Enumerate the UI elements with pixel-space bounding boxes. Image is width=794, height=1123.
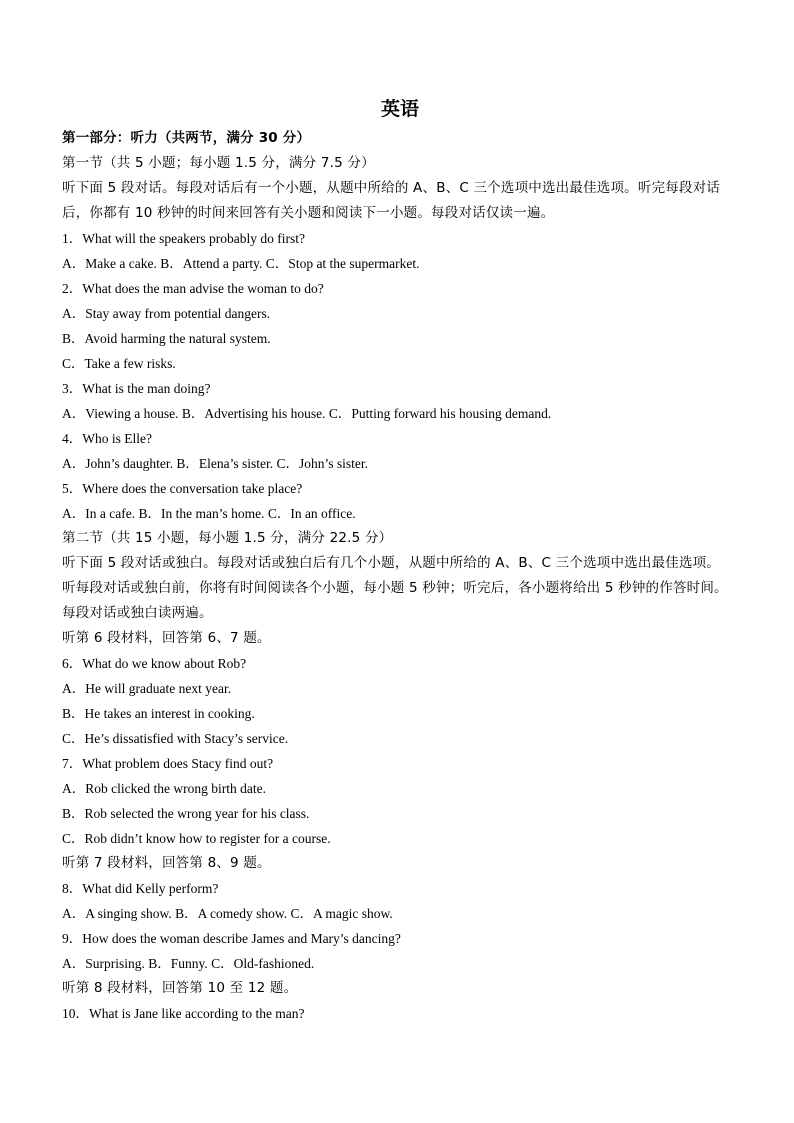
material-7-instruction: 听第 7 段材料，回答第 8、9 题。	[62, 855, 271, 871]
question-10-stem: 10．What is Jane like according to the man?	[62, 1006, 305, 1021]
question-1-stem: 1．What will the speakers probably do first?	[62, 231, 305, 246]
section2-instruction-line2: 听每段对话或独白前，你将有时间阅读各个小题，每小题 5 秒钟；听完后，各小题将给出 5 秒钟的作答时间。	[62, 580, 728, 596]
section2-instruction-line3: 每段对话或独白读两遍。	[62, 605, 213, 621]
question-5-options: A．In a cafe. B．In the man’s home. C．In an office.	[62, 506, 356, 521]
question-6-option-a: A．He will graduate next year.	[62, 681, 232, 696]
question-2-option-b: B．Avoid harming the natural system.	[62, 331, 271, 346]
section1-header: 第一节（共 5 小题；每小题 1.5 分，满分 7.5 分）	[62, 155, 375, 171]
section1-instruction-line1: 听下面 5 段对话。每段对话后有一个小题，从题中所给的 A、B、C 三个选项中选出最佳选项。听完每段对话	[62, 180, 721, 196]
section2-header: 第二节（共 15 小题，每小题 1.5 分，满分 22.5 分）	[62, 530, 393, 546]
page-title: 英语	[380, 98, 419, 120]
question-4-options: A．John’s daughter. B．Elena’s sister. C．John’s sister.	[62, 456, 368, 471]
section2-instruction-line1: 听下面 5 段对话或独白。每段对话或独白后有几个小题，从题中所给的 A、B、C 三个选项中选出最佳选项。	[62, 555, 721, 571]
question-2-option-c: C．Take a few risks.	[62, 356, 176, 371]
question-6-stem: 6．What do we know about Rob?	[62, 656, 247, 671]
question-3-options: A．Viewing a house. B．Advertising his house. C．Putting forward his housing demand.	[62, 406, 552, 421]
question-6-option-c: C．He’s dissatisfied with Stacy’s service.	[62, 731, 289, 746]
question-8-stem: 8．What did Kelly perform?	[62, 881, 219, 896]
question-5-stem: 5．Where does the conversation take place?	[62, 481, 303, 496]
question-3-stem: 3．What is the man doing?	[62, 381, 211, 396]
material-8-instruction: 听第 8 段材料，回答第 10 至 12 题。	[62, 980, 298, 996]
question-9-stem: 9．How does the woman describe James and Mary’s dancing?	[62, 931, 401, 946]
question-8-options: A．A singing show. B．A comedy show. C．A magic show.	[62, 906, 393, 921]
question-7-option-a: A．Rob clicked the wrong birth date.	[62, 781, 266, 796]
question-1-options: A．Make a cake. B．Attend a party. C．Stop at the supermarket.	[62, 256, 420, 271]
question-4-stem: 4．Who is Elle?	[62, 431, 152, 446]
question-7-option-b: B．Rob selected the wrong year for his class.	[62, 806, 310, 821]
section1-instruction-line2: 后，你都有 10 秒钟的时间来回答有关小题和阅读下一小题。每段对话仅读一遍。	[62, 205, 555, 221]
question-2-option-a: A．Stay away from potential dangers.	[62, 306, 271, 321]
question-9-options: A．Surprising. B．Funny. C．Old-fashioned.	[62, 956, 315, 971]
exam-page	[62, 92, 738, 1026]
part1-header: 第一部分：听力（共两节，满分 30 分）	[62, 130, 311, 146]
question-7-option-c: C．Rob didn’t know how to register for a course.	[62, 831, 331, 846]
question-2-stem: 2．What does the man advise the woman to do?	[62, 281, 324, 296]
material-6-instruction: 听第 6 段材料，回答第 6、7 题。	[62, 630, 271, 646]
question-7-stem: 7．What problem does Stacy find out?	[62, 756, 274, 771]
question-6-option-b: B．He takes an interest in cooking.	[62, 706, 255, 721]
